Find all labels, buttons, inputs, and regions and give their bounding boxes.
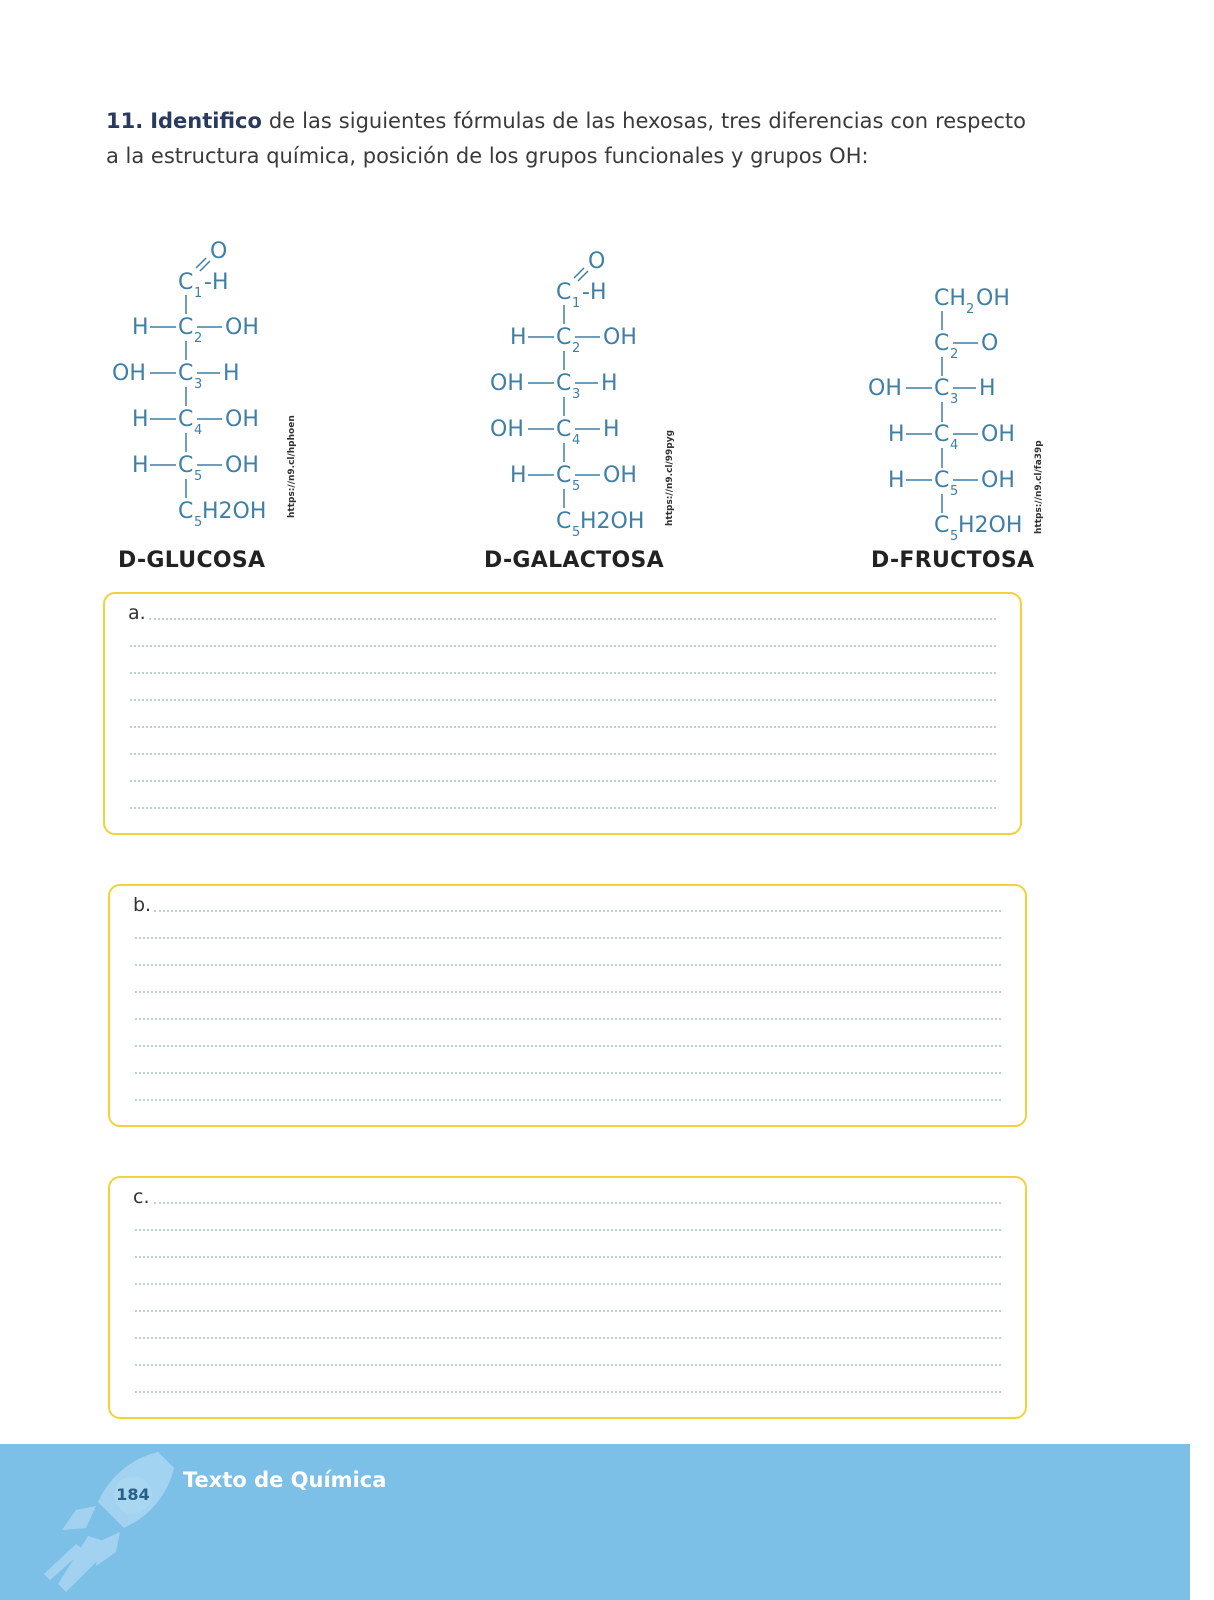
writing-line[interactable] <box>154 910 1001 912</box>
galactose-source-url: https://n9.cl/99pyg <box>665 429 675 526</box>
glucose-bottom-group: H2OH <box>202 499 267 524</box>
writing-line[interactable] <box>130 726 996 728</box>
fructose-c2-right: O <box>981 331 999 356</box>
glucose-c2-right: OH <box>225 315 259 340</box>
writing-line[interactable] <box>135 1256 1001 1258</box>
question-text <box>106 104 1026 174</box>
carbon: C <box>556 509 572 534</box>
carbon: C <box>178 499 194 524</box>
fructose-c2: C <box>934 331 950 356</box>
rocket-icon <box>40 1444 190 1600</box>
carbon-index: 4 <box>194 423 203 438</box>
galactose-c1: C <box>556 280 572 305</box>
carbon: C <box>934 513 950 538</box>
writing-line[interactable] <box>135 1310 1001 1312</box>
question-verb: Identifico <box>150 109 262 133</box>
writing-line[interactable] <box>135 1283 1001 1285</box>
carbon: C <box>178 407 194 432</box>
fructose-source-url: https://n9.cl/fa39p <box>1034 440 1044 534</box>
galactose-structure <box>478 238 818 548</box>
page-number: 184 <box>114 1476 152 1514</box>
galactose-c3-left: OH <box>490 371 524 396</box>
question-body: de las siguientes fórmulas de las hexosas, tres diferencias con respecto a la estructura química, posición de los grupos funcionales y grupos OH: <box>106 109 1026 168</box>
fructose-top-ch: CH <box>934 286 966 311</box>
galactose-c2-right: OH <box>603 325 637 350</box>
glucose-c2-left: H <box>132 315 149 340</box>
carbon-index: 3 <box>950 392 959 407</box>
answer-box-b[interactable] <box>108 884 1027 1127</box>
carbon-index: 5 <box>950 529 959 544</box>
carbon: C <box>934 376 950 401</box>
answer-box-a[interactable] <box>103 592 1022 835</box>
carbon-index: 4 <box>950 438 959 453</box>
writing-line[interactable] <box>135 964 1001 966</box>
glucose-c5-left: H <box>132 453 149 478</box>
carbon: C <box>556 463 572 488</box>
writing-line[interactable] <box>130 672 996 674</box>
carbon-index: 3 <box>194 377 203 392</box>
carbon: C <box>934 422 950 447</box>
carbon: C <box>178 361 194 386</box>
glucose-top-oxygen: O <box>210 239 228 264</box>
carbon-index: 4 <box>572 433 581 448</box>
glucose-c4-right: OH <box>225 407 259 432</box>
writing-line[interactable] <box>135 1364 1001 1366</box>
galactose-c1-group: -H <box>582 280 607 305</box>
writing-line[interactable] <box>130 645 996 647</box>
answer-letter-c: c. <box>133 1186 150 1208</box>
glucose-label: D-GLUCOSA <box>118 548 266 573</box>
galactose-c2-left: H <box>510 325 527 350</box>
fructose-c4-left: H <box>888 422 905 447</box>
writing-line[interactable] <box>135 1229 1001 1231</box>
galactose-label: D-GALACTOSA <box>484 548 664 573</box>
answer-letter-b: b. <box>133 894 152 916</box>
galactose-bottom-group: H2OH <box>580 509 645 534</box>
carbon-index: 1 <box>194 286 203 301</box>
fructose-c4-right: OH <box>981 422 1015 447</box>
carbon-index: 5 <box>950 484 959 499</box>
galactose-c4-left: OH <box>490 417 524 442</box>
carbon-index: 5 <box>194 469 203 484</box>
galactose-c5-left: H <box>510 463 527 488</box>
writing-line[interactable] <box>135 991 1001 993</box>
subscript: 2 <box>966 302 975 317</box>
question-number: 11. <box>106 109 144 133</box>
galactose-formula <box>478 238 818 548</box>
carbon-index: 2 <box>572 341 581 356</box>
glucose-c3-left: OH <box>112 361 146 386</box>
glucose-formula <box>100 228 440 538</box>
carbon: C <box>178 315 194 340</box>
carbon-index: 3 <box>572 387 581 402</box>
book-title: Texto de Química <box>183 1468 387 1492</box>
glucose-c1-group: -H <box>204 270 229 295</box>
carbon-index: 5 <box>194 515 203 530</box>
glucose-c3-right: H <box>223 361 240 386</box>
writing-line[interactable] <box>135 1337 1001 1339</box>
glucose-source-url: https://n9.cl/hphoen <box>287 415 297 518</box>
carbon: C <box>556 417 572 442</box>
writing-line[interactable] <box>130 753 996 755</box>
carbon-index: 1 <box>572 296 581 311</box>
fructose-bottom-group: H2OH <box>958 513 1023 538</box>
fructose-top-oh: OH <box>976 286 1010 311</box>
carbon-index: 2 <box>194 331 203 346</box>
glucose-c1: C <box>178 270 194 295</box>
carbon: C <box>556 371 572 396</box>
answer-box-c[interactable] <box>108 1176 1027 1419</box>
fructose-formula <box>856 238 1196 548</box>
writing-line[interactable] <box>135 1045 1001 1047</box>
carbon: C <box>178 453 194 478</box>
fructose-c5-right: OH <box>981 468 1015 493</box>
writing-line[interactable] <box>154 1202 1001 1204</box>
fructose-c3-right: H <box>979 376 996 401</box>
fructose-c3-left: OH <box>868 376 902 401</box>
writing-line[interactable] <box>135 1018 1001 1020</box>
page-footer <box>0 1444 1190 1600</box>
carbon: C <box>556 325 572 350</box>
writing-line[interactable] <box>130 807 996 809</box>
writing-line[interactable] <box>135 1099 1001 1101</box>
fructose-label: D-FRUCTOSA <box>871 548 1035 573</box>
glucose-structure <box>100 228 440 538</box>
glucose-c5-right: OH <box>225 453 259 478</box>
fructose-c5-left: H <box>888 468 905 493</box>
galactose-c5-right: OH <box>603 463 637 488</box>
writing-line[interactable] <box>149 618 996 620</box>
writing-line[interactable] <box>135 1391 1001 1393</box>
galactose-c4-right: H <box>603 417 620 442</box>
writing-line[interactable] <box>135 1072 1001 1074</box>
fructose-structure <box>856 238 1196 548</box>
writing-line[interactable] <box>130 780 996 782</box>
carbon-index: 5 <box>572 525 581 540</box>
carbon-index: 2 <box>950 347 959 362</box>
carbon-index: 5 <box>572 479 581 494</box>
galactose-top-oxygen: O <box>588 249 606 274</box>
writing-line[interactable] <box>135 937 1001 939</box>
writing-line[interactable] <box>130 699 996 701</box>
answer-letter-a: a. <box>128 602 146 624</box>
carbon: C <box>934 468 950 493</box>
glucose-c4-left: H <box>132 407 149 432</box>
galactose-c3-right: H <box>601 371 618 396</box>
